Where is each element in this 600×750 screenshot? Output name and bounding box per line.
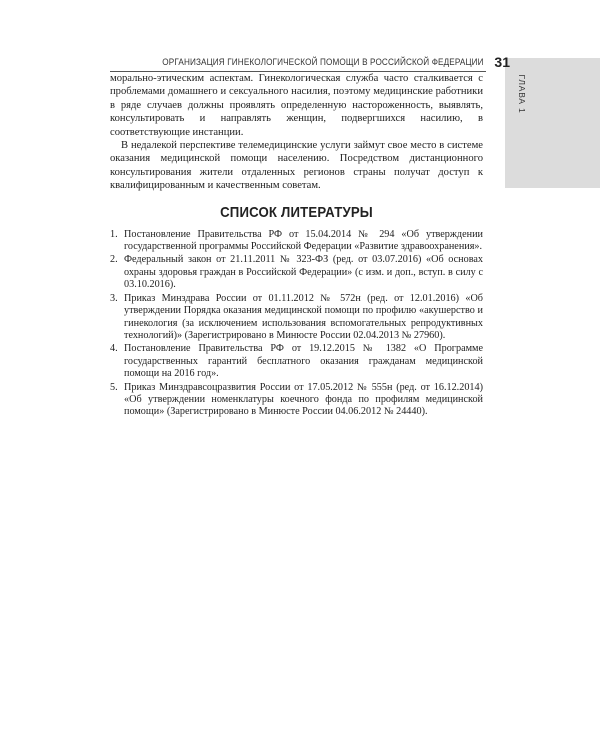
reference-text: Приказ Минздрава России от 01.11.2012 № 572н (ред. от 12.01.2016) «Об утверждении Порядка оказания медицинской помощи по профилю «акушерство и гинекология (за исключением использования вспомогательных репродуктивных технологий)» (Зарегистрировано в Минюсте России 02.04.2013 № 27960). [124,292,483,341]
reference-text: Федеральный закон от 21.11.2011 № 323-ФЗ (ред. от 03.07.2016) «Об основах охраны здоровья граждан в Российской Федерации» (с изм. и доп., вступ. в силу с 03.10.2016). [124,254,483,291]
reference-number: 4. [110,343,118,355]
body-paragraph: морально-этическим аспектам. Гинекологическая служба часто сталкивается с проблемами домашнего и сексуального насилия, поэтому медицинские работники в ряде случаев должны проявлять определенную настороженность, выявлять, консультировать и направлять женщин, подвергшихся насилию, в соответствующие инстанции. [110,73,483,138]
running-header [110,48,510,70]
page-number: 31 [494,54,510,70]
reference-item [110,229,483,254]
section-title: СПИСОК ЛИТЕРАТУРЫ [220,203,373,221]
running-title: ОРГАНИЗАЦИЯ ГИНЕКОЛОГИЧЕСКОЙ ПОМОЩИ В РОССИЙСКОЙ ФЕДЕРАЦИИ [162,57,484,68]
reference-item [110,254,483,291]
reference-number: 3. [110,292,118,304]
reference-number: 5. [110,381,118,393]
reference-text: Приказ Минздравсоцразвития России от 17.05.2012 № 555н (ред. от 16.12.2014) «Об утверждении номенклатуры коечного фонда по профилям медицинской помощи» (Зарегистрировано в Минюсте России 04.06.2012 № 24440). [124,381,483,418]
reference-item [110,293,483,343]
chapter-tab-label: ГЛАВА 1 [517,74,527,114]
body-paragraph: В недалекой перспективе телемедицинские услуги займут свое место в системе оказания медицинской помощи населению. Посредством дистанционного консультирования жители отдаленных регионов страны получат доступ к квалифицированным и качественным советам. [110,140,483,192]
reference-item [110,382,483,419]
reference-text: Постановление Правительства РФ от 19.12.2015 № 1382 «О Программе государственных гарантий бесплатного оказания гражданам медицинской помощи на 2016 год». [124,343,483,380]
reference-item [110,343,483,380]
reference-number: 2. [110,254,118,266]
reference-list [110,229,483,419]
reference-text: Постановление Правительства РФ от 15.04.2014 № 294 «Об утверждении государственной программы Российской Федерации «Развитие здравоохранения». [124,228,483,253]
reference-number: 1. [110,228,118,240]
page-content [110,72,483,420]
